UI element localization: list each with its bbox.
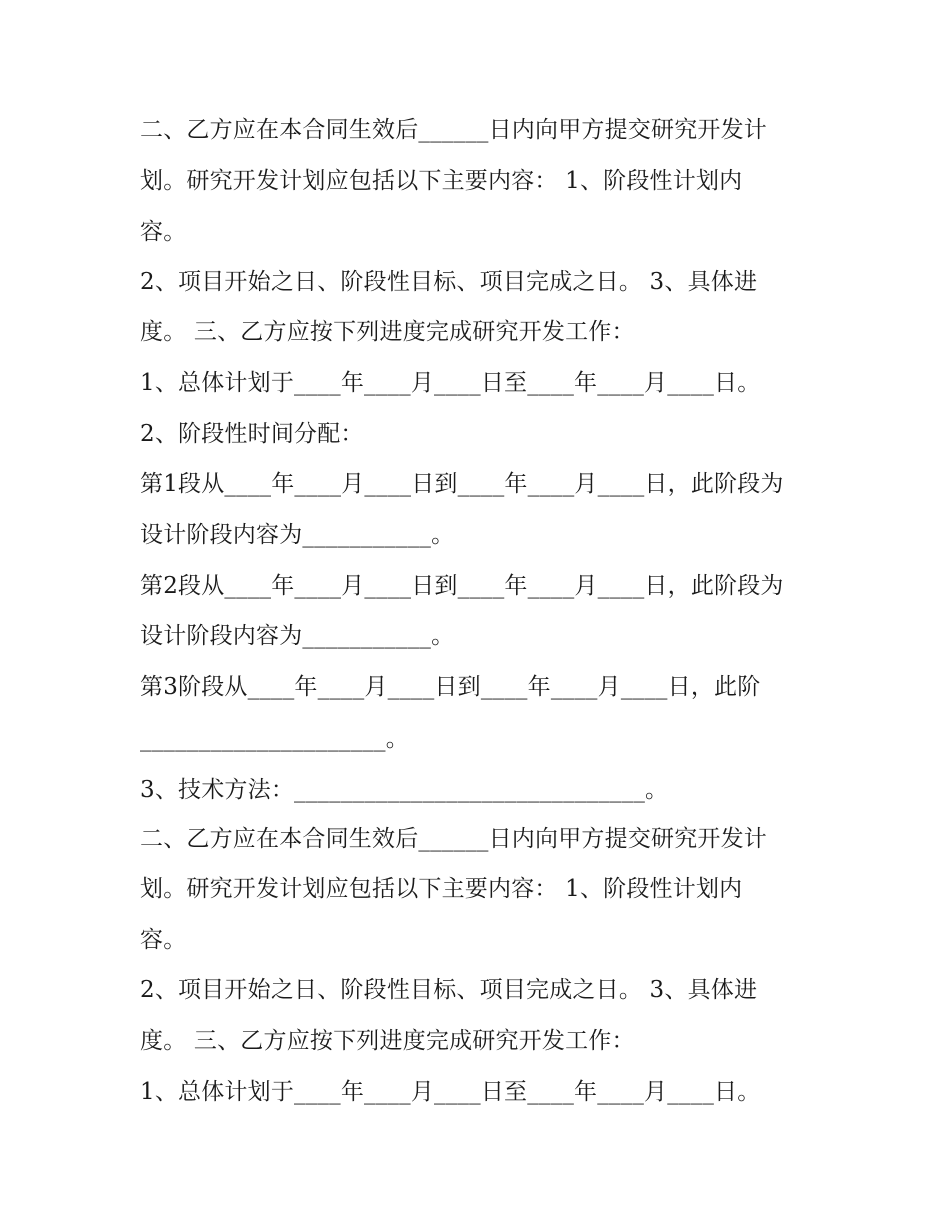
paragraph-line: 划。研究开发计划应包括以下主要内容： 1、阶段性计划内 bbox=[140, 168, 743, 194]
paragraph-line: 2、项目开始之日、阶段性目标、项目完成之日。 3、具体进 bbox=[140, 977, 758, 1003]
paragraph-line: _____________________。 bbox=[140, 726, 409, 752]
paragraph-line: 3、技术方法：______________________________。 bbox=[140, 777, 669, 803]
paragraph-line: 2、项目开始之日、阶段性目标、项目完成之日。 3、具体进 bbox=[140, 269, 758, 295]
paragraph-line: 1、总体计划于____年____月____日至____年____月____日。 bbox=[140, 1079, 761, 1105]
paragraph-line: 容。 bbox=[140, 927, 187, 953]
paragraph-line: 第3阶段从____年____月____日到____年____月____日，此阶 bbox=[140, 674, 761, 700]
paragraph-line: 第1段从____年____月____日到____年____月____日，此阶段为 bbox=[140, 471, 784, 497]
paragraph-line: 度。 三、乙方应按下列进度完成研究开发工作： bbox=[140, 1028, 635, 1054]
paragraph-line: 容。 bbox=[140, 219, 187, 245]
paragraph-line: 第2段从____年____月____日到____年____月____日，此阶段为 bbox=[140, 573, 784, 599]
paragraph-line: 2、阶段性时间分配： bbox=[140, 421, 364, 447]
paragraph-line: 二、乙方应在本合同生效后______日内向甲方提交研究开发计 bbox=[140, 826, 767, 852]
paragraph-line: 设计阶段内容为___________。 bbox=[140, 522, 455, 548]
paragraph-line: 二、乙方应在本合同生效后______日内向甲方提交研究开发计 bbox=[140, 117, 767, 143]
paragraph-line: 划。研究开发计划应包括以下主要内容： 1、阶段性计划内 bbox=[140, 876, 743, 902]
paragraph-line: 设计阶段内容为___________。 bbox=[140, 623, 455, 649]
paragraph-line: 1、总体计划于____年____月____日至____年____月____日。 bbox=[140, 370, 761, 396]
paragraph-line: 度。 三、乙方应按下列进度完成研究开发工作： bbox=[140, 319, 635, 345]
